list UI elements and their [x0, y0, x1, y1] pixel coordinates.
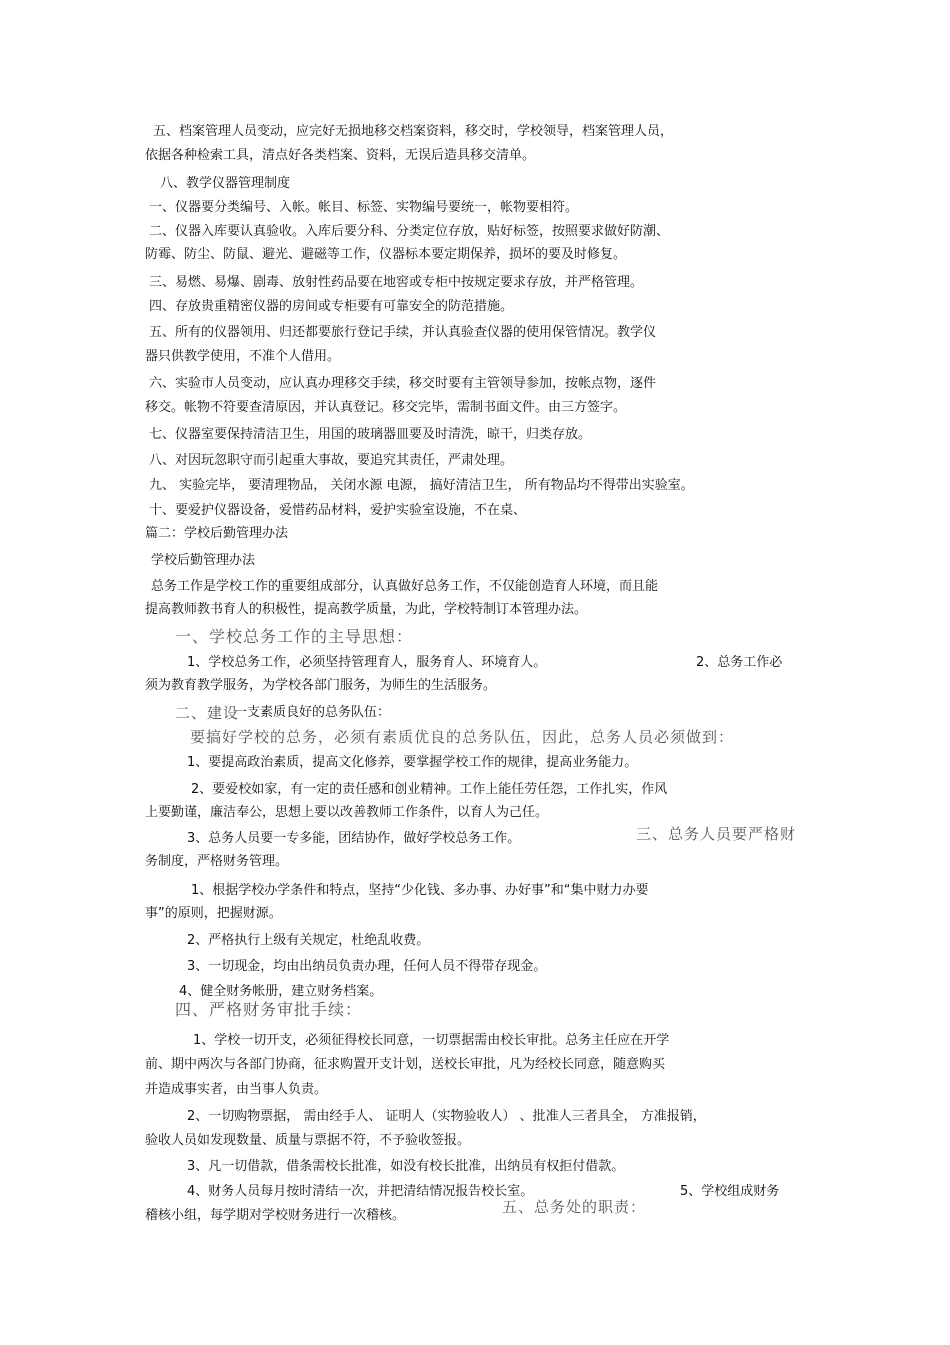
text-line: 验收人员如发现数量、质量与票据不符，不予验收签报。 — [145, 1133, 471, 1148]
text-line: 六、实验市人员变动，应认真办理移交手续，移交时要有主管领导参加，按帐点物，逐件 — [149, 376, 657, 391]
text-line: 务制度，严格财务管理。 — [145, 854, 289, 869]
text-line: 1、要提高政治素质，提高文化修养，要掌握学校工作的规律，提高业务能力。 — [187, 755, 638, 770]
text-line: 提高教师教书育人的积极性，提高教学质量，为此，学校特制订本管理办法。 — [145, 602, 588, 617]
text-line: 须为教育教学服务，为学校各部门服务，为师生的生活服务。 — [145, 678, 497, 693]
text-line: 1、根据学校办学条件和特点，坚持“少化钱、多办事、办好事”和“集中财力办要 — [191, 883, 649, 898]
section-heading: 五、总务处的职责： — [502, 1198, 647, 1216]
text-line: 总务工作是学校工作的重要组成部分，认真做好总务工作，不仅能创造育人环境，而且能 — [151, 579, 659, 594]
text-line: 一、仪器要分类编号、入帐。帐目、标签、实物编号要统一，帐物要相符。 — [149, 200, 579, 215]
text-line: 并造成事实者，由当事人负责。 — [145, 1082, 328, 1097]
text-line: 五、所有的仪器领用、归还都要旅行登记手续，并认真验查仪器的使用保管情况。教学仪 — [149, 325, 657, 340]
text-line: 4、财务人员每月按时清结一次，并把清结情况报告校长室。 — [187, 1184, 534, 1199]
chapter-title: 篇二：学校后勤管理办法 — [145, 526, 289, 541]
section-heading: 三、总务人员要严格财 — [636, 825, 797, 843]
text-line: 十、要爱护仪器设备，爱惜药品材料，爱护实验室设施，不在桌、 — [149, 503, 527, 518]
text-line: 八、对因玩忽职守而引起重大事故，要追究其责任，严肃处理。 — [149, 453, 514, 468]
text-line: 五、档案管理人员变动，应完好无损地移交档案资料，移交时，学校领导，档案管理人员， — [153, 124, 674, 139]
text-line: 2、一切购物票据， 需由经手人、 证明人（实物验收人） 、批准人三者具全， 方准报销， — [187, 1109, 706, 1124]
text-line: 事”的原则，把握财源。 — [145, 906, 282, 921]
text-line: 前、期中两次与各部门协商，征求购置开支计划，送校长审批，凡为经校长同意，随意购买 — [145, 1057, 666, 1072]
text-line: 1、学校总务工作，必须坚持管理育人，服务育人、环境育人。 — [187, 655, 547, 670]
text-line: 移交。帐物不符要查清原因，并认真登记。移交完毕，需制书面文件。由三方签字。 — [145, 400, 627, 415]
document-title: 学校后勤管理办法 — [151, 553, 256, 568]
text-line: 2、要爱校如家，有一定的责任感和创业精神。工作上能任劳任怨，工作扎实，作风 — [191, 782, 668, 797]
section-heading-prefix: 二、建设 — [175, 704, 240, 722]
text-line: 3、总务人员要一专多能，团结协作，做好学校总务工作。 — [187, 831, 521, 846]
text-line: 二、仪器入库要认真验收。入库后要分科、分类定位存放，贴好标签，按照要求做好防潮、 — [149, 224, 670, 239]
text-line: 稽核小组，每学期对学校财务进行一次稽核。 — [145, 1208, 406, 1223]
text-line: 依据各种检索工具，清点好各类档案、资料，无误后造具移交清单。 — [145, 148, 536, 163]
text-line: 2、总务工作必 — [696, 655, 783, 670]
section-heading-suffix: 一支素质良好的总务队伍： — [234, 705, 391, 720]
text-line: 上要勤谨，廉洁奉公，思想上要以改善教师工作条件，以育人为己任。 — [145, 805, 549, 820]
text-line: 1、学校一切开支，必须征得校长同意，一切票据需由校长审批。总务主任应在开学 — [193, 1033, 670, 1048]
text-line: 4、健全财务帐册，建立财务档案。 — [179, 984, 383, 999]
text-line: 九、 实验完毕， 要清理物品， 关闭水源 电源， 搞好清洁卫生， 所有物品均不得带出实验室。 — [149, 478, 694, 493]
text-line: 七、仪器室要保持清洁卫生，用国的玻璃器皿要及时清洗，晾干，归类存放。 — [149, 427, 592, 442]
text-line: 2、严格执行上级有关规定，杜绝乱收费。 — [187, 933, 430, 948]
text-line: 器只供教学使用，不准个人借用。 — [145, 349, 341, 364]
text-line: 四、存放贵重精密仪器的房间或专柜要有可靠安全的防范措施。 — [149, 299, 514, 314]
section-title: 八、教学仪器管理制度 — [160, 176, 291, 191]
text-line: 三、易燃、易爆、剧毒、放射性药品要在地窖或专柜中按规定要求存放，并严格管理。 — [149, 275, 644, 290]
section-subheading: 要搞好学校的总务，必须有素质优良的总务队伍，因此，总务人员必须做到： — [190, 728, 735, 746]
text-line: 3、凡一切借款，借条需校长批准，如没有校长批准，出纳员有权拒付借款。 — [187, 1159, 625, 1174]
text-line: 5、学校组成财务 — [680, 1184, 780, 1199]
section-heading: 四、严格财务审批手续： — [175, 1000, 363, 1019]
text-line: 防霉、防尘、防鼠、避光、避磁等工作，仪器标本要定期保养，损坏的要及时修复。 — [145, 247, 627, 262]
text-line: 3、一切现金，均由出纳员负责办理，任何人员不得带存现金。 — [187, 959, 547, 974]
section-heading: 一、学校总务工作的主导思想： — [175, 627, 414, 646]
